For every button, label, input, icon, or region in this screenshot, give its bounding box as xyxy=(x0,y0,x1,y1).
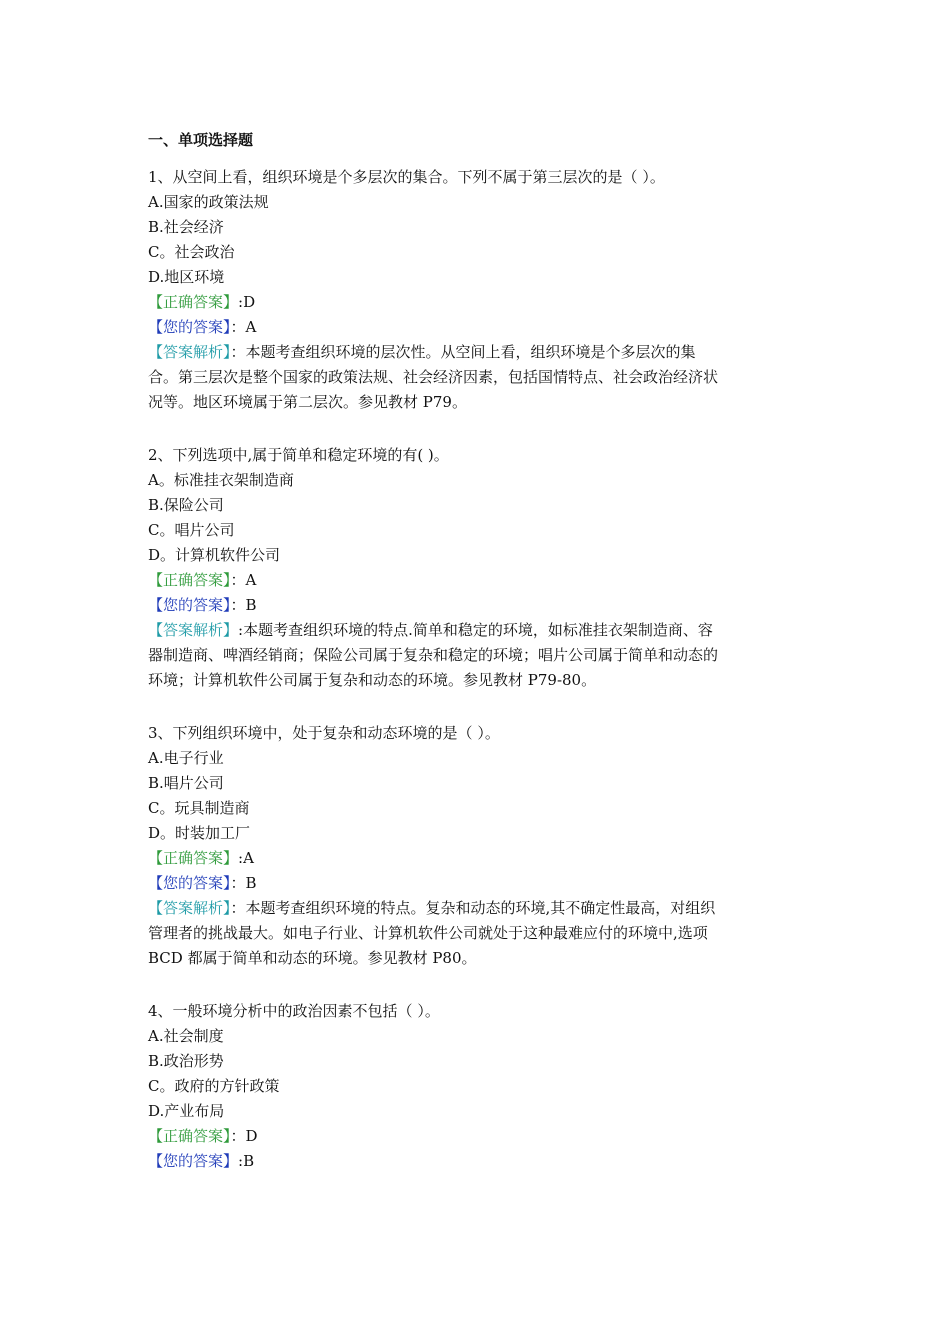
explanation-line: 管理者的挑战最大。如电子行业、计算机软件公司就处于这种最难应付的环境中,选项 xyxy=(148,924,708,942)
section-title: 一、单项选择题 xyxy=(148,131,254,149)
option-c: C。唱片公司 xyxy=(148,521,235,539)
option-c: C。社会政治 xyxy=(148,243,235,261)
option-b: B.唱片公司 xyxy=(148,774,224,792)
correct-answer-label: 【正确答案】 xyxy=(148,849,239,867)
your-answer-row xyxy=(148,871,808,896)
correct-answer-row xyxy=(148,846,808,871)
option-a: A.国家的政策法规 xyxy=(148,193,269,211)
correct-answer-row xyxy=(148,290,808,315)
question-2 xyxy=(148,443,808,693)
your-answer-label: 【您的答案】 xyxy=(148,318,231,336)
correct-answer-value: :A xyxy=(238,849,254,867)
your-answer-value: ：B xyxy=(230,874,257,892)
explanation-line xyxy=(148,340,808,365)
explanation-text: ：本题考查组织环境的特点。复杂和动态的环境,其不确定性最高，对组织 xyxy=(230,899,716,917)
option-a: A.电子行业 xyxy=(148,749,224,767)
question-3 xyxy=(148,721,808,971)
your-answer-row xyxy=(148,593,808,618)
option-d: D。时装加工厂 xyxy=(148,824,251,842)
your-answer-row xyxy=(148,1149,808,1174)
correct-answer-label: 【正确答案】 xyxy=(148,293,239,311)
correct-answer-label: 【正确答案】 xyxy=(148,1127,231,1145)
question-1 xyxy=(148,165,808,415)
explanation-line xyxy=(148,618,808,643)
explanation-line: 合。第三层次是整个国家的政策法规、社会经济因素，包括国情特点、社会政治经济状 xyxy=(148,368,719,386)
explanation-label: 【答案解析】 xyxy=(148,343,231,361)
your-answer-value: :B xyxy=(238,1152,255,1170)
option-b: B.社会经济 xyxy=(148,218,224,236)
correct-answer-label: 【正确答案】 xyxy=(148,571,231,589)
explanation-line: 况等。地区环境属于第二层次。参见教材 P79。 xyxy=(148,393,467,411)
option-c: C。玩具制造商 xyxy=(148,799,250,817)
explanation-label: 【答案解析】 xyxy=(148,621,239,639)
explanation-line: BCD 都属于简单和动态的环境。参见教材 P80。 xyxy=(148,949,477,967)
option-b: B.保险公司 xyxy=(148,496,224,514)
option-d: D。计算机软件公司 xyxy=(148,546,281,564)
your-answer-label: 【您的答案】 xyxy=(148,1152,239,1170)
explanation-text: :本题考查组织环境的特点.简单和稳定的环境，如标准挂衣架制造商、容 xyxy=(238,621,713,639)
option-a: A.社会制度 xyxy=(148,1027,224,1045)
option-a: A。标准挂衣架制造商 xyxy=(148,471,294,489)
explanation-label: 【答案解析】 xyxy=(148,899,231,917)
your-answer-row xyxy=(148,315,808,340)
your-answer-label: 【您的答案】 xyxy=(148,874,231,892)
your-answer-label: 【您的答案】 xyxy=(148,596,231,614)
question-stem: 3、下列组织环境中，处于复杂和动态环境的是（ ）。 xyxy=(148,724,500,742)
explanation-line: 器制造商、啤酒经销商；保险公司属于复杂和稳定的环境；唱片公司属于简单和动态的 xyxy=(148,646,719,664)
correct-answer-value: :D xyxy=(238,293,256,311)
correct-answer-value: ：A xyxy=(230,571,257,589)
option-d: D.产业布局 xyxy=(148,1102,225,1120)
option-c: C。政府的方针政策 xyxy=(148,1077,280,1095)
option-b: B.政治形势 xyxy=(148,1052,224,1070)
question-4 xyxy=(148,999,808,1174)
question-stem: 4、一般环境分析中的政治因素不包括（ ）。 xyxy=(148,1002,440,1020)
option-d: D.地区环境 xyxy=(148,268,225,286)
your-answer-value: ：A xyxy=(230,318,257,336)
explanation-line: 环境；计算机软件公司属于复杂和动态的环境。参见教材 P79-80。 xyxy=(148,671,597,689)
correct-answer-row xyxy=(148,1124,808,1149)
your-answer-value: ：B xyxy=(230,596,257,614)
question-stem: 1、从空间上看，组织环境是个多层次的集合。下列不属于第三层次的是（ ）。 xyxy=(148,168,665,186)
question-stem: 2、下列选项中,属于简单和稳定环境的有( )。 xyxy=(148,446,449,464)
document-page xyxy=(148,128,808,1202)
explanation-line xyxy=(148,896,808,921)
correct-answer-value: ：D xyxy=(230,1127,258,1145)
correct-answer-row xyxy=(148,568,808,593)
explanation-text: ：本题考查组织环境的层次性。从空间上看，组织环境是个多层次的集 xyxy=(230,343,696,361)
